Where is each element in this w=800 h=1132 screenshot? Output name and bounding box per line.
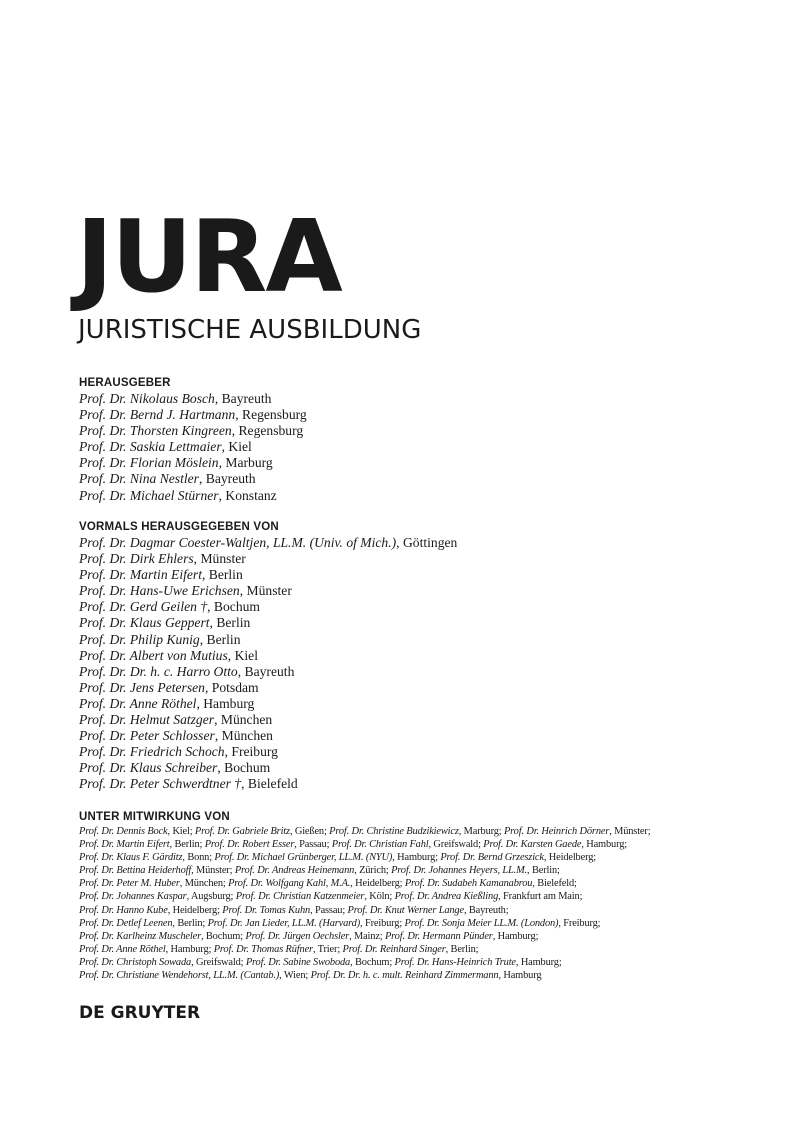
person-name: Prof. Dr. Bernd J. Hartmann	[79, 407, 236, 423]
contributor-place: Augsburg	[190, 891, 231, 903]
contributor-place: Hamburg	[503, 970, 542, 982]
person-place: Freiburg	[231, 744, 278, 760]
person-entry: Prof. Dr. Michael Stürner, Konstanz	[79, 487, 277, 503]
contributor-place: Greifswald	[433, 839, 479, 851]
contributor-place: Münster	[614, 826, 648, 837]
contributors-line: Prof. Dr. Bettina Heiderhoff, Münster; Prof. Dr. Andreas Heinemann, Zürich; Prof. Dr. Johannes Heyers, LL.M., Berlin;	[79, 865, 560, 877]
person-entry: Prof. Dr. Bernd J. Hartmann, Regensburg	[79, 407, 307, 423]
person-name: Prof. Dr. Martin Eifert	[79, 567, 202, 583]
person-place: Kiel	[234, 647, 258, 663]
contributors-line: Prof. Dr. Peter M. Huber, München; Prof. Dr. Wolfgang Kahl, M.A., Heidelberg; Prof. Dr. Sudabeh Kamanabrou, Bielefeld;	[79, 878, 577, 890]
person-entry: Prof. Dr. Hans-Uwe Erichsen, Münster	[79, 583, 292, 599]
person-place: Konstanz	[225, 487, 277, 503]
person-place: Göttingen	[402, 535, 458, 550]
contributor-place: Berlin	[174, 839, 200, 851]
person-entry: Prof. Dr. Anne Röthel, Hamburg	[79, 695, 255, 711]
person-place: München	[220, 712, 273, 728]
contributor-place: Freiburg	[563, 917, 598, 929]
contributor-place: Hamburg	[586, 839, 625, 851]
contributors-line: Prof. Dr. Hanno Kube, Heidelberg; Prof. Dr. Tomas Kuhn, Passau; Prof. Dr. Knut Werner Lange, Bayreuth;	[79, 904, 509, 916]
contributors-line: Prof. Dr. Klaus F. Gärditz, Bonn; Prof. Dr. Michael Grünberger, LL.M. (NYU), Hamburg; Prof. Dr. Bernd Grzeszick, Heidelberg;	[79, 852, 596, 864]
person-name: Prof. Dr. Michael Stürner	[79, 487, 219, 503]
contributor-name: Prof. Dr. Hermann Pünder	[384, 930, 493, 942]
contributor-name: Prof. Dr. Christian Fahl	[331, 839, 429, 851]
contributor-name: Prof. Dr. Christine Budzikiewicz	[329, 826, 459, 837]
person-entry: Prof. Dr. Dirk Ehlers, Münster	[79, 551, 246, 567]
person-place: Bochum	[224, 760, 271, 776]
person-place: Bielefeld	[247, 776, 298, 792]
contributor-name: Prof. Dr. Robert Esser	[204, 839, 295, 851]
person-name: Prof. Dr. Dr. h. c. Harro Otto	[79, 663, 238, 679]
contributor-name: Prof. Dr. Karsten Gaede	[483, 839, 582, 851]
person-entry: Prof. Dr. Philip Kunig, Berlin	[79, 631, 241, 647]
contributor-name: Prof. Dr. Tomas Kuhn	[222, 904, 311, 916]
contributor-name: Prof. Dr. Hanno Kube	[79, 904, 168, 916]
person-name: Prof. Dr. Florian Möslein	[79, 455, 219, 471]
person-entry: Prof. Dr. Dr. h. c. Harro Otto, Bayreuth	[79, 663, 295, 679]
contributor-place: Wien	[283, 970, 306, 982]
person-entry: Prof. Dr. Saskia Lettmaier, Kiel	[79, 439, 252, 455]
contributor-name: Prof. Dr. Christian Katzenmeier	[235, 891, 365, 903]
person-place: Bochum	[213, 599, 260, 615]
contributor-name: Prof. Dr. Andreas Heinemann	[234, 865, 355, 877]
person-name: Prof. Dr. Friedrich Schoch	[79, 744, 225, 760]
contributor-place: Bochum	[205, 930, 241, 942]
editors-list	[79, 391, 307, 504]
person-name: Prof. Dr. Peter Schwerdtner †	[79, 776, 242, 792]
contributor-place: Hamburg	[497, 930, 536, 942]
contributor-place: Köln	[369, 891, 390, 903]
person-place: Marburg	[225, 455, 273, 471]
contributor-place: Berlin	[531, 865, 558, 877]
contributor-place: Heidelberg	[355, 878, 400, 890]
contributor-name: Prof. Dr. Michael Grünberger, LL.M. (NYU)	[214, 852, 393, 864]
editors-heading: HERAUSGEBER	[79, 377, 171, 389]
person-place: Bayreuth	[205, 471, 256, 487]
person-name: Prof. Dr. Hans-Uwe Erichsen	[79, 583, 240, 599]
contributor-name: Prof. Dr. Bettina Heiderhoff	[79, 865, 192, 877]
person-place: Hamburg	[203, 695, 255, 711]
contributor-name: Prof. Dr. Johannes Heyers, LL.M.	[391, 865, 528, 877]
person-entry: Prof. Dr. Klaus Geppert, Berlin	[79, 615, 251, 631]
contributor-name: Prof. Dr. Peter M. Huber	[79, 878, 180, 890]
contributors-line: Prof. Dr. Martin Eifert, Berlin; Prof. Dr. Robert Esser, Passau; Prof. Dr. Christian Fahl, Greifswald; Prof. Dr. Karsten Gaede, Hamburg;	[79, 839, 627, 851]
contributor-place: Trier	[317, 943, 338, 955]
contributor-name: Prof. Dr. Knut Werner Lange	[347, 904, 464, 916]
person-place: Bayreuth	[244, 663, 295, 679]
person-entry: Prof. Dr. Thorsten Kingreen, Regensburg	[79, 423, 304, 439]
contributor-name: Prof. Dr. Thomas Rüfner	[213, 943, 313, 955]
contributor-place: Münster	[196, 865, 230, 877]
contributor-place: Bochum	[355, 956, 390, 968]
person-name: Prof. Dr. Gerd Geilen †	[79, 599, 208, 615]
contributor-name: Prof. Dr. Johannes Kaspar	[79, 891, 187, 903]
person-name: Prof. Dr. Nikolaus Bosch	[79, 391, 215, 406]
contributor-name: Prof. Dr. Heinrich Dörner	[503, 826, 610, 837]
contributors-line: Prof. Dr. Johannes Kaspar, Augsburg; Prof. Dr. Christian Katzenmeier, Köln; Prof. Dr. Andrea Kießling, Frankfurt am Main;	[79, 891, 583, 903]
contributor-place: Heidelberg	[548, 852, 594, 864]
person-name: Prof. Dr. Klaus Schreiber	[79, 760, 218, 776]
former-editors-heading: VORMALS HERAUSGEGEBEN VON	[79, 521, 279, 533]
person-place: Kiel	[228, 439, 252, 455]
person-name: Prof. Dr. Albert von Mutius	[79, 647, 228, 663]
contributors-line: Prof. Dr. Christoph Sowada, Greifswald; Prof. Dr. Sabine Swoboda, Bochum; Prof. Dr. Hans-Heinrich Trute, Hamburg;	[79, 956, 562, 968]
person-entry: Prof. Dr. Martin Eifert, Berlin	[79, 567, 243, 583]
person-name: Prof. Dr. Thorsten Kingreen	[79, 423, 232, 439]
journal-subtitle: JURISTISCHE AUSBILDUNG	[78, 315, 422, 345]
contributor-place: Hamburg	[170, 943, 209, 955]
contributors-line: Prof. Dr. Detlef Leenen, Berlin; Prof. Dr. Jan Lieder, LL.M. (Harvard), Freiburg; Prof. Dr. Sonja Meier LL.M. (London), Freiburg;	[79, 917, 601, 929]
person-place: Münster	[200, 551, 246, 567]
contributor-name: Prof. Dr. Martin Eifert	[79, 839, 170, 851]
person-place: Berlin	[216, 615, 251, 631]
contributor-name: Prof. Dr. Dr. h. c. mult. Reinhard Zimmermann	[310, 970, 499, 982]
contributor-name: Prof. Dr. Dennis Bock	[79, 826, 168, 837]
contributor-place: Passau	[299, 839, 327, 851]
editors-section	[79, 376, 307, 504]
contributors-line: Prof. Dr. Christiane Wendehorst, LL.M. (Cantab.), Wien; Prof. Dr. Dr. h. c. mult. Reinhard Zimmermann, Hamburg	[79, 970, 542, 982]
contributor-name: Prof. Dr. Detlef Leenen	[79, 917, 173, 929]
person-name: Prof. Dr. Nina Nestler	[79, 471, 199, 487]
person-entry: Prof. Dr. Helmut Satzger, München	[79, 712, 273, 728]
person-place: Berlin	[206, 631, 241, 647]
person-entry: Prof. Dr. Jens Petersen, Potsdam	[79, 679, 259, 695]
person-entry: Prof. Dr. Klaus Schreiber, Bochum	[79, 760, 271, 776]
person-name: Prof. Dr. Helmut Satzger	[79, 712, 215, 728]
person-place: Potsdam	[211, 679, 259, 695]
former-editors-list	[79, 535, 457, 793]
person-entry: Prof. Dr. Nikolaus Bosch, Bayreuth	[79, 391, 272, 406]
former-editors-section	[79, 520, 457, 793]
contributors-section	[79, 810, 650, 982]
person-entry: Prof. Dr. Gerd Geilen †, Bochum	[79, 599, 260, 615]
person-name: Prof. Dr. Dirk Ehlers	[79, 551, 194, 567]
contributors-heading: UNTER MITWIRKUNG VON	[79, 811, 230, 823]
contributor-name: Prof. Dr. Bernd Grzeszick	[440, 852, 544, 864]
publisher-logo: DE GRUYTER	[79, 1003, 201, 1023]
person-entry: Prof. Dr. Florian Möslein, Marburg	[79, 455, 273, 471]
contributors-line: Prof. Dr. Dennis Bock, Kiel; Prof. Dr. Gabriele Britz, Gießen; Prof. Dr. Christine Budzikiewicz, Marburg; Prof. Dr. Heinrich Dörner, Münster;	[79, 826, 651, 837]
contributor-place: Berlin	[177, 917, 203, 929]
contributor-place: Kiel	[172, 826, 190, 837]
contributors-list	[79, 825, 650, 982]
contributor-place: Bonn	[187, 852, 210, 864]
contributor-name: Prof. Dr. Christoph Sowada	[79, 956, 192, 968]
contributor-place: Zürich	[359, 865, 386, 877]
person-entry: Prof. Dr. Peter Schwerdtner †, Bielefeld	[79, 776, 298, 792]
contributor-name: Prof. Dr. Sabine Swoboda	[245, 956, 351, 968]
contributor-name: Prof. Dr. Jan Lieder, LL.M. (Harvard)	[207, 917, 361, 929]
person-place: München	[221, 728, 273, 744]
contributor-name: Prof. Dr. Reinhard Singer	[342, 943, 446, 955]
person-entry: Prof. Dr. Peter Schlosser, München	[79, 728, 273, 744]
person-entry: Prof. Dr. Nina Nestler, Bayreuth	[79, 471, 256, 487]
contributor-name: Prof. Dr. Sudabeh Kamanabrou	[404, 878, 533, 890]
contributor-place: München	[184, 878, 223, 890]
contributors-line: Prof. Dr. Karlheinz Muscheler, Bochum; Prof. Dr. Jürgen Oechsler, Mainz; Prof. Dr. Hermann Pünder, Hamburg;	[79, 930, 539, 942]
contributor-name: Prof. Dr. Andrea Kießling	[394, 891, 499, 903]
contributor-place: Berlin	[450, 943, 476, 955]
person-entry: Prof. Dr. Albert von Mutius, Kiel	[79, 647, 258, 663]
contributor-name: Prof. Dr. Wolfgang Kahl, M.A.	[228, 878, 351, 890]
person-entry: Prof. Dr. Friedrich Schoch, Freiburg	[79, 744, 278, 760]
contributor-place: Mainz	[353, 930, 380, 942]
contributor-name: Prof. Dr. Karlheinz Muscheler	[79, 930, 201, 942]
contributor-place: Bielefeld	[537, 878, 574, 890]
contributor-place: Frankfurt am Main	[503, 891, 580, 903]
contributor-place: Passau	[314, 904, 343, 916]
person-place: Berlin	[208, 567, 243, 583]
contributor-place: Freiburg	[364, 917, 400, 929]
contributor-name: Prof. Dr. Anne Röthel	[79, 943, 166, 955]
journal-title: JURA	[76, 198, 341, 315]
contributor-name: Prof. Dr. Klaus F. Gärditz	[79, 852, 183, 864]
contributor-place: Marburg	[463, 826, 499, 837]
contributor-name: Prof. Dr. Hans-Heinrich Trute	[394, 956, 516, 968]
person-place: Regensburg	[238, 423, 304, 439]
person-name: Prof. Dr. Jens Petersen	[79, 679, 205, 695]
person-place: Bayreuth	[221, 391, 272, 406]
person-place: Regensburg	[242, 407, 307, 423]
contributor-name: Prof. Dr. Christiane Wendehorst, LL.M. (Cantab.)	[79, 970, 280, 982]
contributor-place: Bayreuth	[468, 904, 506, 916]
contributors-line: Prof. Dr. Anne Röthel, Hamburg; Prof. Dr. Thomas Rüfner, Trier; Prof. Dr. Reinhard Singer, Berlin;	[79, 943, 479, 955]
person-name: Prof. Dr. Klaus Geppert	[79, 615, 210, 631]
person-entry: Prof. Dr. Dagmar Coester-Waltjen, LL.M. (Univ. of Mich.), Göttingen	[79, 535, 458, 550]
person-name: Prof. Dr. Anne Röthel	[79, 695, 197, 711]
person-name: Prof. Dr. Peter Schlosser	[79, 728, 215, 744]
contributor-place: Hamburg	[520, 956, 559, 968]
person-name: Prof. Dr. Saskia Lettmaier	[79, 439, 222, 455]
contributor-place: Hamburg	[397, 852, 436, 864]
contributor-name: Prof. Dr. Gabriele Britz	[194, 826, 290, 837]
contributor-place: Gießen	[294, 826, 324, 837]
contributor-name: Prof. Dr. Jürgen Oechsler	[245, 930, 350, 942]
contributor-place: Greifswald	[195, 956, 241, 968]
person-name: Prof. Dr. Dagmar Coester-Waltjen, LL.M. (Univ. of Mich.)	[79, 535, 397, 550]
contributor-name: Prof. Dr. Sonja Meier LL.M. (London)	[404, 917, 559, 929]
person-name: Prof. Dr. Philip Kunig	[79, 631, 200, 647]
person-place: Münster	[246, 583, 292, 599]
contributor-place: Heidelberg	[172, 904, 218, 916]
